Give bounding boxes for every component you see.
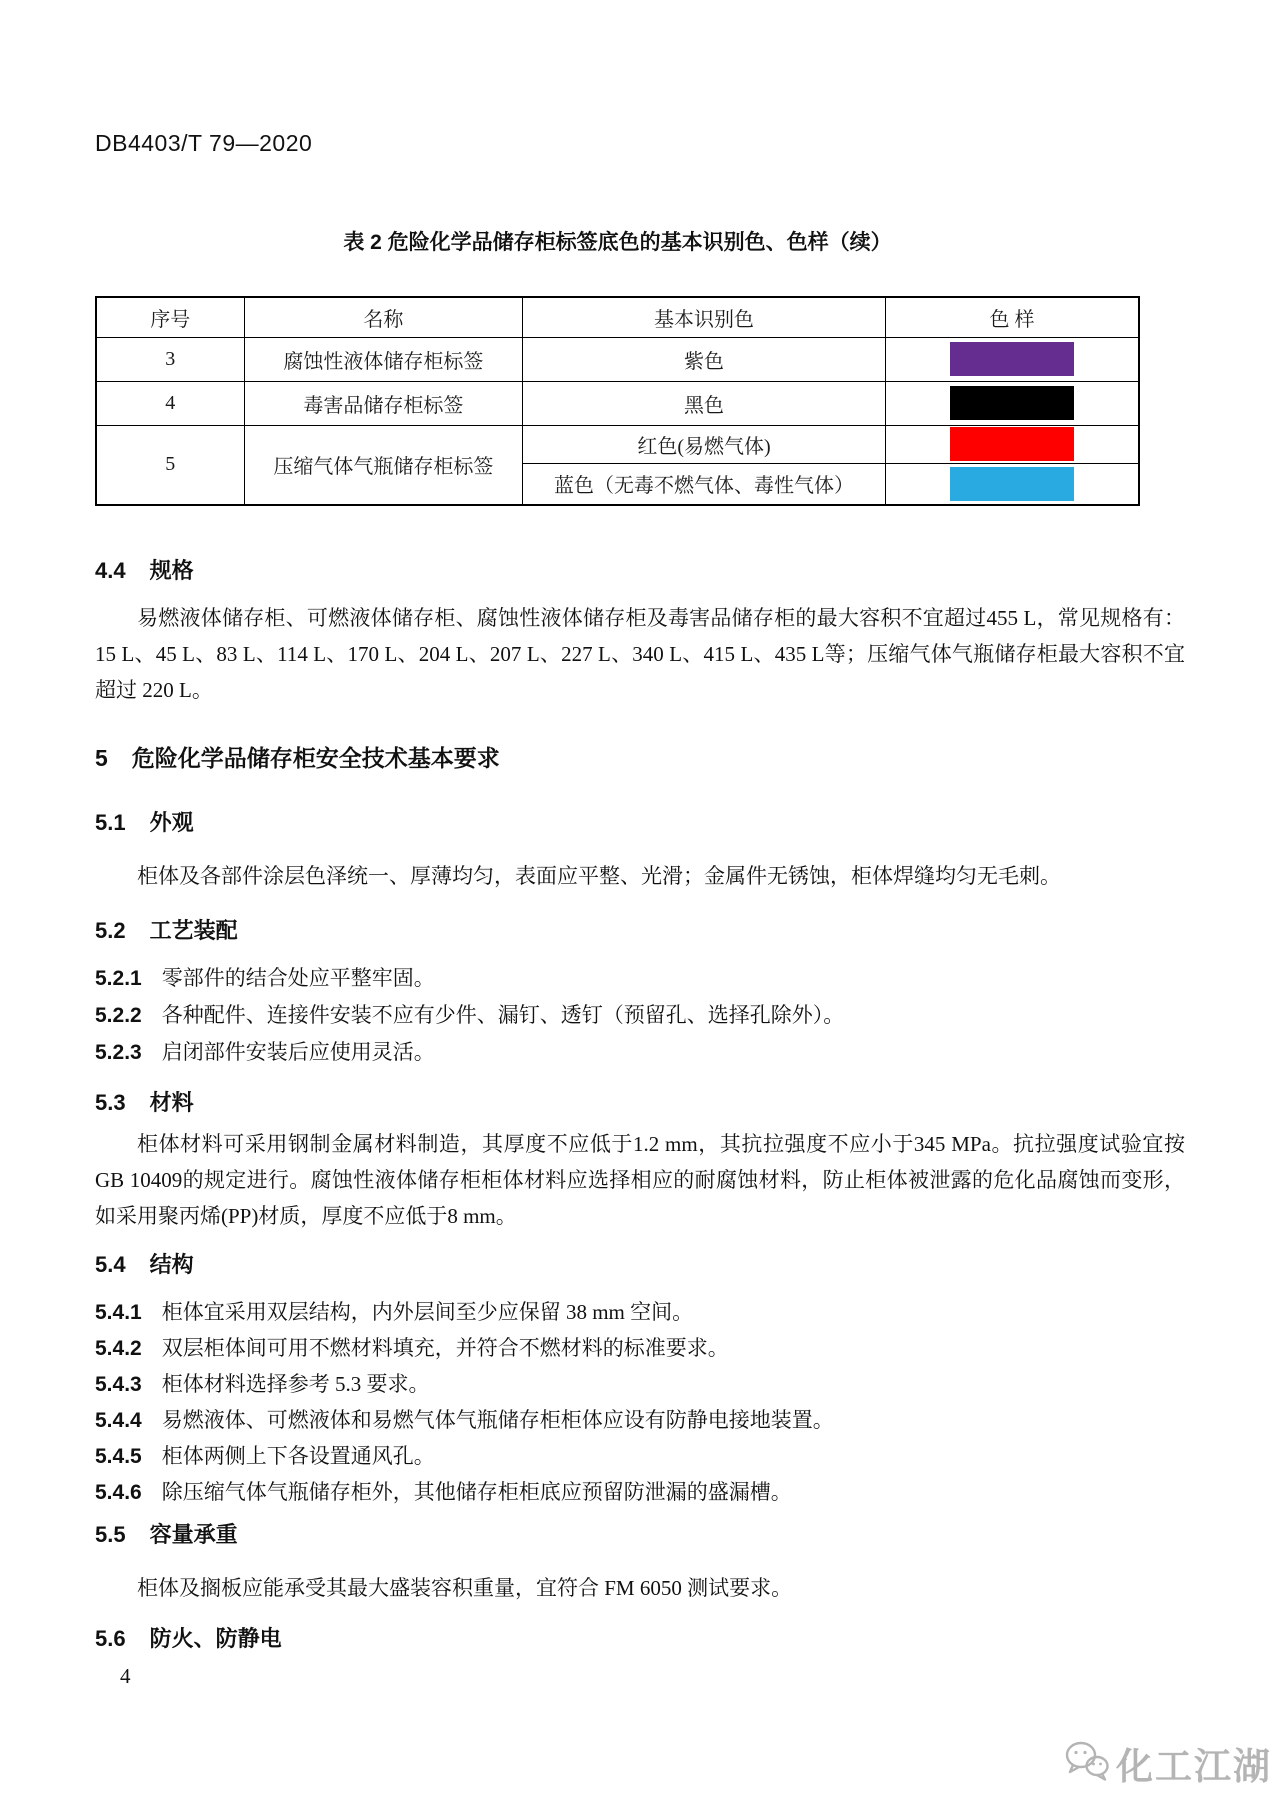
section-heading-5-5: 5.5 容量承重: [95, 1522, 238, 1547]
clause-5-2-1: 5.2.1 零部件的结合处应平整牢固。: [95, 966, 435, 990]
cell-swatch: [886, 425, 1139, 463]
section-heading-5: 5 危险化学品储存柜安全技术基本要求: [95, 745, 500, 771]
cell-no: 4: [96, 381, 244, 425]
paragraph-5-3: 柜体材料可采用钢制金属材料制造，其厚度不应低于1.2 mm，其抗拉强度不应小于345 MPa。抗拉强度试验宜按GB 10409的规定进行。腐蚀性液体储存柜柜体材料应选择相应的耐腐蚀材料，防止柜体被泄露的危化品腐蚀而变形，如采用聚丙烯(PP)材质，厚度不应低于8 mm。: [95, 1132, 1185, 1228]
clause-5-4-3: 5.4.3 柜体材料选择参考 5.3 要求。: [95, 1372, 430, 1396]
doc-code: DB4403/T 79—2020: [95, 130, 313, 156]
section-heading-5-2: 5.2 工艺装配: [95, 918, 238, 943]
section-heading-5-4: 5.4 结构: [95, 1252, 194, 1277]
paragraph-4-4: 易燃液体储存柜、可燃液体储存柜、腐蚀性液体储存柜及毒害品储存柜的最大容积不宜超过455 L，常见规格有：15 L、45 L、83 L、114 L、170 L、204 L、207 L、227 L、340 L、415 L、435 L等；压缩气体气瓶储存柜最大容积不宜超过 220 L。: [95, 606, 1185, 702]
cell-name: 压缩气体气瓶储存柜标签: [244, 425, 522, 505]
watermark-text: 化工江湖: [1116, 1746, 1272, 1787]
color-swatch-blue: [950, 467, 1074, 501]
cell-color-label: 蓝色（无毒不燃气体、毒性气体）: [523, 463, 886, 505]
clause-5-4-2: 5.4.2 双层柜体间可用不燃材料填充，并符合不燃材料的标准要求。: [95, 1336, 729, 1360]
cell-no: 5: [96, 425, 244, 505]
watermark-logo: [1064, 1736, 1272, 1790]
cell-swatch: [886, 337, 1139, 381]
wechat-icon: [1064, 1740, 1110, 1787]
col-header-sample: 色 样: [886, 297, 1139, 337]
section-heading-5-6: 5.6 防火、防静电: [95, 1626, 282, 1651]
cell-no: 3: [96, 337, 244, 381]
cell-swatch: [886, 381, 1139, 425]
table-row: [96, 381, 1139, 425]
clause-5-4-1: 5.4.1 柜体宜采用双层结构，内外层间至少应保留 38 mm 空间。: [95, 1300, 694, 1324]
table-row: [96, 425, 1139, 463]
cell-color-label: 红色(易燃气体): [523, 425, 886, 463]
clause-5-4-4: 5.4.4 易燃液体、可燃液体和易燃气体气瓶储存柜柜体应设有防静电接地装置。: [95, 1408, 834, 1432]
table-title: 表 2 危险化学品储存柜标签底色的基本识别色、色样（续）: [343, 231, 892, 254]
clause-5-2-2: 5.2.2 各种配件、连接件安装不应有少件、漏钉、透钉（预留孔、选择孔除外）。: [95, 1003, 845, 1027]
col-header-basic-color: 基本识别色: [523, 297, 886, 337]
col-header-no: 序号: [96, 297, 244, 337]
clause-5-2-3: 5.2.3 启闭部件安装后应使用灵活。: [95, 1040, 435, 1064]
cell-name: 毒害品储存柜标签: [244, 381, 522, 425]
clause-5-4-5: 5.4.5 柜体两侧上下各设置通风孔。: [95, 1444, 435, 1468]
table-header-row: [96, 297, 1139, 337]
color-table: [95, 296, 1140, 506]
cell-swatch: [886, 463, 1139, 505]
section-heading-4-4: 4.4 规格: [95, 558, 194, 583]
cell-color-label: 紫色: [523, 337, 886, 381]
paragraph-5-1: 柜体及各部件涂层色泽统一、厚薄均匀，表面应平整、光滑；金属件无锈蚀，柜体焊缝均匀无毛刺。: [137, 864, 1061, 888]
col-header-name: 名称: [244, 297, 522, 337]
table-row: [96, 337, 1139, 381]
color-swatch-purple: [950, 342, 1074, 376]
section-heading-5-1: 5.1 外观: [95, 810, 194, 835]
cell-name: 腐蚀性液体储存柜标签: [244, 337, 522, 381]
color-swatch-red: [950, 427, 1074, 461]
color-swatch-black: [950, 386, 1074, 420]
cell-color-label: 黑色: [523, 381, 886, 425]
paragraph-5-5: 柜体及搁板应能承受其最大盛装容积重量，宜符合 FM 6050 测试要求。: [137, 1576, 793, 1600]
clause-5-4-6: 5.4.6 除压缩气体气瓶储存柜外，其他储存柜柜底应预留防泄漏的盛漏槽。: [95, 1480, 792, 1504]
page-number: 4: [120, 1664, 131, 1688]
section-heading-5-3: 5.3 材料: [95, 1090, 194, 1115]
